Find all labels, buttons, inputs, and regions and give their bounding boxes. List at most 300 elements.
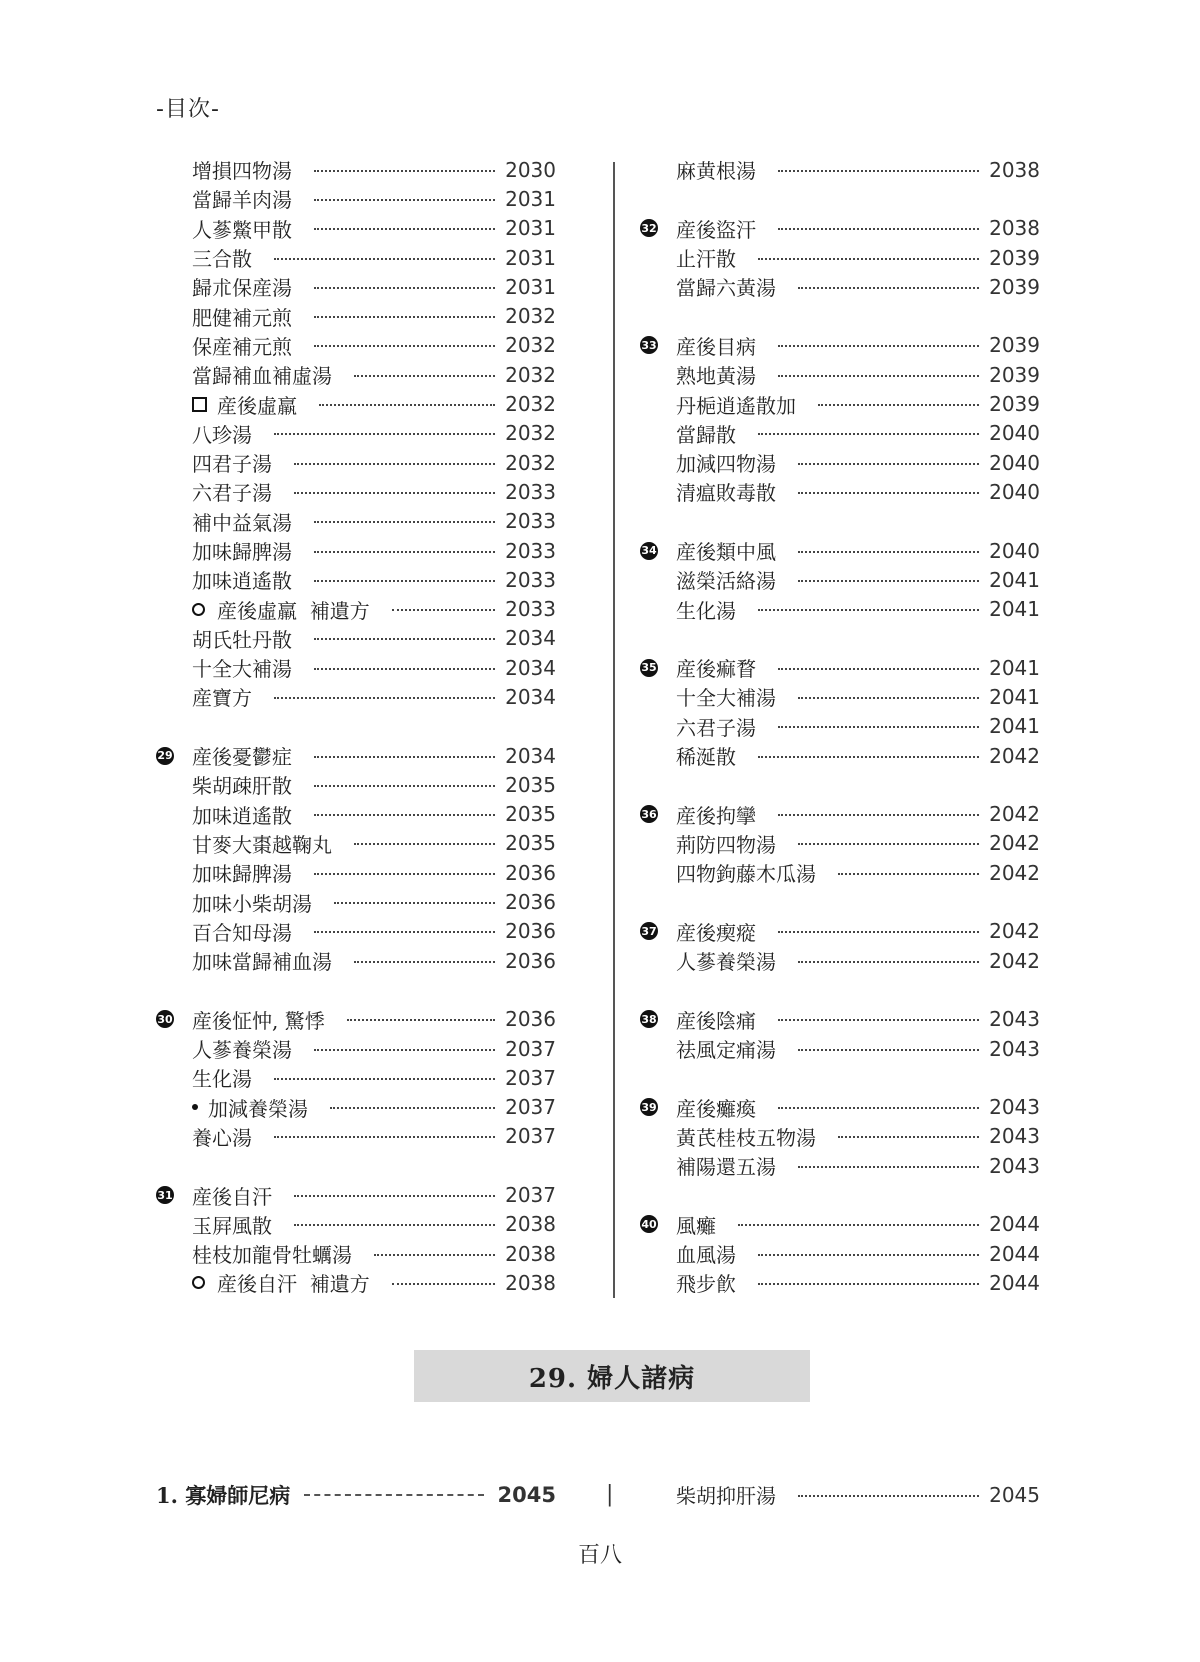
- toc-heading[interactable]: [640, 917, 1040, 946]
- section-number-badge: 37: [640, 922, 658, 940]
- dot-leader: [778, 726, 979, 728]
- page-number: 2038: [505, 1270, 556, 1295]
- entry-label: 四君子湯: [192, 452, 272, 477]
- page-number: 2037: [505, 1124, 556, 1149]
- entry-label: 胡氏牡丹散: [192, 627, 292, 652]
- entry-label: 加味歸脾湯: [192, 862, 292, 887]
- page-number: 2033: [505, 567, 556, 592]
- toc-entry[interactable]: [640, 1239, 1040, 1268]
- dot-leader: [314, 785, 495, 787]
- page-number: 2039: [989, 274, 1040, 299]
- page-number: 2041: [989, 567, 1040, 592]
- toc-section-entry[interactable]: [156, 1480, 556, 1510]
- entry-label: 加味逍遙散: [192, 569, 292, 594]
- section-number-badge: 30: [156, 1010, 174, 1028]
- section-number-badge: 32: [640, 219, 658, 237]
- page-number: 2044: [989, 1270, 1040, 1295]
- entry-label: 荊防四物湯: [676, 832, 776, 857]
- page-number: 2034: [505, 684, 556, 709]
- page-number: 2034: [505, 655, 556, 680]
- page-number: 2030: [505, 157, 556, 182]
- page-number: 2043: [989, 1095, 1040, 1120]
- entry-label: 柴胡抑肝湯: [676, 1484, 776, 1509]
- toc-entry[interactable]: [156, 594, 556, 623]
- toc-entry[interactable]: [640, 360, 1040, 389]
- dot-leader: [818, 404, 979, 406]
- page-number: 2043: [989, 1007, 1040, 1032]
- page-number: 2031: [505, 245, 556, 270]
- toc-entry[interactable]: [640, 477, 1040, 506]
- page-number: 2038: [989, 216, 1040, 241]
- dot-leader: [778, 668, 979, 670]
- toc-entry[interactable]: [156, 360, 556, 389]
- entry-label: 黃芪桂枝五物湯: [676, 1125, 816, 1150]
- spacer: [640, 770, 1040, 799]
- page-number: 2040: [989, 450, 1040, 475]
- dot-leader: [294, 492, 495, 494]
- dot-leader: [314, 668, 495, 670]
- dot-bullet-icon: [192, 1104, 198, 1110]
- dot-leader: [314, 756, 495, 758]
- toc-entry[interactable]: [156, 1122, 556, 1151]
- spacer: [640, 507, 1040, 536]
- page-number: 2039: [989, 333, 1040, 358]
- dot-leader: [354, 843, 495, 845]
- dot-leader: [314, 228, 495, 230]
- toc-entry[interactable]: [156, 946, 556, 975]
- page-number: 2038: [989, 157, 1040, 182]
- dot-leader: [314, 170, 495, 172]
- dot-leader: [758, 258, 979, 260]
- entry-label: 産後陰痛: [676, 1008, 756, 1033]
- page-number: 2036: [505, 860, 556, 885]
- dot-leader: [314, 521, 495, 523]
- toc-entry[interactable]: [156, 1239, 556, 1268]
- page-number: 2032: [505, 333, 556, 358]
- dot-leader: [319, 404, 495, 406]
- entry-label: 柴胡疎肝散: [192, 774, 292, 799]
- page-number: 2037: [505, 1065, 556, 1090]
- dot-leader: [314, 931, 495, 933]
- entry-label: 增損四物湯: [192, 159, 292, 184]
- entry-label: 産後癱瘓: [676, 1096, 756, 1121]
- page-number: 2042: [989, 860, 1040, 885]
- toc-entry[interactable]: [640, 389, 1040, 418]
- page-number: 2037: [505, 1036, 556, 1061]
- page-header: -目次-: [156, 97, 220, 122]
- dot-leader: [778, 228, 979, 230]
- section-number-badge: 29: [156, 747, 174, 765]
- page-number: 2041: [989, 655, 1040, 680]
- toc-entry[interactable]: [156, 477, 556, 506]
- entry-label: 産後虛羸 補遺方: [217, 598, 370, 623]
- dot-leader: [314, 316, 495, 318]
- section-number-badge: 39: [640, 1098, 658, 1116]
- toc-entry[interactable]: [156, 301, 556, 330]
- entry-label: 當歸六黃湯: [676, 276, 776, 301]
- dot-leader: [314, 580, 495, 582]
- dot-leader: [798, 961, 979, 963]
- page-number: 2032: [505, 450, 556, 475]
- entry-label: 加味當歸補血湯: [192, 950, 332, 975]
- entry-label: 當歸羊肉湯: [192, 188, 292, 213]
- page-number: 2033: [505, 509, 556, 534]
- entry-label: 飛步飮: [676, 1272, 736, 1297]
- toc-entry[interactable]: [640, 741, 1040, 770]
- entry-label: 生化湯: [192, 1067, 252, 1092]
- entry-label: 補中益氣湯: [192, 510, 292, 535]
- entry-label: 1. 寡婦師尼病: [156, 1483, 291, 1508]
- dot-leader: [758, 609, 979, 611]
- toc-entry[interactable]: [640, 682, 1040, 711]
- page-number: 2040: [989, 479, 1040, 504]
- dot-leader: [314, 199, 495, 201]
- dot-leader: [758, 1254, 979, 1256]
- section-number-badge: 31: [156, 1186, 174, 1204]
- toc-entry[interactable]: [640, 1151, 1040, 1180]
- dot-leader: [334, 902, 495, 904]
- entry-label: 風癱: [676, 1213, 716, 1238]
- toc-entry[interactable]: [156, 858, 556, 887]
- entry-label: 人蔘養榮湯: [192, 1038, 292, 1063]
- toc-entry[interactable]: [156, 1268, 556, 1297]
- toc-heading[interactable]: [640, 800, 1040, 829]
- entry-label: 産後痲瞀: [676, 657, 756, 682]
- dot-leader: [392, 1283, 495, 1285]
- section-number-badge: 36: [640, 805, 658, 823]
- page-number: 2045: [989, 1482, 1040, 1507]
- toc-heading[interactable]: [156, 741, 556, 770]
- dot-leader: [798, 463, 979, 465]
- toc-entry[interactable]: [156, 770, 556, 799]
- toc-entry[interactable]: [156, 917, 556, 946]
- dot-leader: [778, 1019, 979, 1021]
- dot-leader: [778, 345, 979, 347]
- dot-leader: [354, 961, 495, 963]
- bottom-separator: |: [606, 1482, 614, 1507]
- spacer: [156, 975, 556, 1004]
- toc-entry[interactable]: [156, 155, 556, 184]
- toc-entry[interactable]: [156, 214, 556, 243]
- dot-leader: [314, 638, 495, 640]
- page-number: 2040: [989, 538, 1040, 563]
- spacer: [156, 1151, 556, 1180]
- entry-label: 加味歸脾湯: [192, 540, 292, 564]
- entry-label: 産後憂鬱症: [192, 745, 292, 770]
- toc-entry[interactable]: [156, 243, 556, 272]
- toc-entry[interactable]: [640, 858, 1040, 887]
- page-number: 2042: [989, 831, 1040, 856]
- page-number: 2034: [505, 626, 556, 651]
- entry-label: 百合知母湯: [192, 920, 292, 945]
- entry-label: 六君子湯: [676, 715, 756, 740]
- dot-leader: [798, 843, 979, 845]
- entry-label: 滋榮活絡湯: [676, 569, 776, 594]
- dot-leader: [294, 463, 495, 465]
- page-number: 2040: [989, 421, 1040, 446]
- spacer: [640, 975, 1040, 1004]
- entry-label: 十全大補湯: [676, 686, 776, 711]
- dot-leader: [314, 345, 495, 347]
- dot-leader: [314, 551, 495, 553]
- entry-label: 甘麥大棗越鞠丸: [192, 832, 332, 857]
- toc-entry[interactable]: [640, 243, 1040, 272]
- page-number: 2042: [989, 948, 1040, 973]
- dot-leader: [778, 170, 979, 172]
- page-number: 2043: [989, 1153, 1040, 1178]
- page-number: 2043: [989, 1036, 1040, 1061]
- page-number: 2042: [989, 802, 1040, 827]
- toc-entry[interactable]: [640, 419, 1040, 448]
- page-number: 2034: [505, 743, 556, 768]
- entry-label: 歸朮保産湯: [192, 276, 292, 301]
- entry-label: 三合散: [192, 247, 252, 272]
- dot-leader: [314, 287, 495, 289]
- dot-leader: [274, 1136, 495, 1138]
- toc-heading[interactable]: [640, 214, 1040, 243]
- page-number: 2036: [505, 890, 556, 915]
- toc-entry[interactable]: [640, 565, 1040, 594]
- dot-leader: [294, 1224, 495, 1226]
- entry-label: 稀涎散: [676, 745, 736, 770]
- toc-entry[interactable]: [156, 565, 556, 594]
- page-footer: 百八: [577, 1543, 622, 1568]
- toc-entry[interactable]: [156, 1093, 556, 1122]
- entry-label: 熟地黃湯: [676, 364, 756, 389]
- section-number-badge: 33: [640, 336, 658, 354]
- page-number: 2041: [989, 597, 1040, 622]
- entry-label: 加味逍遙散: [192, 803, 292, 828]
- dot-leader: [778, 931, 979, 933]
- toc-entry[interactable]: [156, 887, 556, 916]
- toc-entry[interactable]: [640, 448, 1040, 477]
- page-number: 2045: [497, 1483, 556, 1507]
- entry-label: 産後目病: [676, 334, 756, 359]
- entry-label: 當歸散: [676, 422, 736, 447]
- dot-leader: [274, 1078, 495, 1080]
- toc-heading[interactable]: [640, 536, 1040, 565]
- entry-label: 桂枝加龍骨牡蠣湯: [192, 1243, 352, 1268]
- entry-label: 産後盜汗: [676, 217, 756, 242]
- entry-label: 保産補元煎: [192, 334, 292, 359]
- dot-leader: [304, 1494, 483, 1496]
- spacer: [640, 184, 1040, 213]
- toc-entry[interactable]: [640, 1122, 1040, 1151]
- entry-label: 十全大補湯: [192, 657, 292, 682]
- dot-leader: [838, 873, 979, 875]
- page-number: 2033: [505, 479, 556, 504]
- dot-leader: [798, 1166, 979, 1168]
- spacer: [640, 887, 1040, 916]
- spacer: [640, 1063, 1040, 1092]
- section-title: 29. 婦人諸病: [414, 1350, 810, 1402]
- dot-leader: [838, 1136, 979, 1138]
- page-number: 2044: [989, 1212, 1040, 1237]
- entry-label: 産後瘈瘲: [676, 920, 756, 945]
- page-number: 2031: [505, 216, 556, 241]
- entry-label: 四物鉤藤木瓜湯: [676, 862, 816, 887]
- entry-label: 加減養榮湯: [208, 1096, 308, 1121]
- page-number: 2032: [505, 421, 556, 446]
- entry-label: 六君子湯: [192, 481, 272, 506]
- dot-leader: [798, 551, 979, 553]
- page-number: 2036: [505, 948, 556, 973]
- toc-entry[interactable]: [156, 448, 556, 477]
- toc-entry-bottom-right[interactable]: [640, 1480, 1040, 1509]
- toc-heading[interactable]: [640, 1210, 1040, 1239]
- toc-entry[interactable]: [640, 272, 1040, 301]
- toc-entry[interactable]: [640, 1034, 1040, 1063]
- entry-label: 補陽還五湯: [676, 1155, 776, 1180]
- toc-entry[interactable]: [640, 1268, 1040, 1297]
- dot-leader: [798, 492, 979, 494]
- square-bullet-icon: [192, 397, 207, 412]
- toc-heading[interactable]: [640, 1005, 1040, 1034]
- dot-leader: [330, 1107, 495, 1109]
- dot-leader: [798, 1495, 979, 1497]
- spacer: [640, 301, 1040, 330]
- page-number: 2035: [505, 772, 556, 797]
- toc-entry[interactable]: [640, 712, 1040, 741]
- toc-heading[interactable]: [156, 1005, 556, 1034]
- toc-entry[interactable]: [156, 331, 556, 360]
- page-number: 2042: [989, 743, 1040, 768]
- toc-entry[interactable]: [156, 536, 556, 565]
- section-number-badge: 35: [640, 659, 658, 677]
- entry-label: 麻黄根湯: [676, 159, 756, 184]
- dot-leader: [798, 287, 979, 289]
- dot-leader: [778, 375, 979, 377]
- page-number: 2035: [505, 831, 556, 856]
- toc-heading[interactable]: [156, 1180, 556, 1209]
- spacer: [640, 624, 1040, 653]
- dot-leader: [294, 1195, 495, 1197]
- page-number: 2039: [989, 362, 1040, 387]
- toc-entry[interactable]: [640, 155, 1040, 184]
- toc-entry[interactable]: [156, 1034, 556, 1063]
- section-number-badge: 40: [640, 1215, 658, 1233]
- page-number: 2043: [989, 1124, 1040, 1149]
- dot-leader: [274, 433, 495, 435]
- page-number: 2032: [505, 362, 556, 387]
- dot-leader: [274, 697, 495, 699]
- entry-label: 血風湯: [676, 1243, 736, 1268]
- page-number: 2044: [989, 1241, 1040, 1266]
- dot-leader: [798, 1049, 979, 1051]
- entry-label: 人蔘鱉甲散: [192, 217, 292, 242]
- toc-entry[interactable]: [156, 272, 556, 301]
- page-number: 2038: [505, 1241, 556, 1266]
- toc-heading[interactable]: [640, 1093, 1040, 1122]
- page-number: 2031: [505, 186, 556, 211]
- entry-label: 清瘟敗毒散: [676, 481, 776, 506]
- toc-entry[interactable]: [640, 946, 1040, 975]
- toc-entry[interactable]: [156, 419, 556, 448]
- spacer: [640, 1180, 1040, 1209]
- entry-label: 止汗散: [676, 247, 736, 272]
- page-number: 2033: [505, 538, 556, 563]
- page-number: 2042: [989, 919, 1040, 944]
- toc-heading[interactable]: [640, 331, 1040, 360]
- page-number: 2031: [505, 274, 556, 299]
- toc-entry[interactable]: [156, 624, 556, 653]
- entry-label: 産後自汗 補遺方: [217, 1272, 370, 1297]
- entry-label: 人蔘養榮湯: [676, 950, 776, 975]
- dot-leader: [392, 609, 495, 611]
- entry-label: 丹梔逍遙散加: [676, 393, 796, 418]
- entry-label: 當歸補血補虛湯: [192, 364, 332, 389]
- entry-label: 産後類中風: [676, 540, 776, 564]
- page-number: 2032: [505, 304, 556, 329]
- page-number: 2039: [989, 245, 1040, 270]
- page-number: 2036: [505, 919, 556, 944]
- toc-entry[interactable]: [156, 184, 556, 213]
- dot-leader: [798, 580, 979, 582]
- entry-label: 産後自汗: [192, 1184, 272, 1209]
- page-number: 2041: [989, 714, 1040, 739]
- spacer: [156, 712, 556, 741]
- toc-left-column: [156, 155, 556, 1298]
- entry-label: 玉屛風散: [192, 1213, 272, 1238]
- toc-right-column: [640, 155, 1040, 1298]
- dot-leader: [778, 1107, 979, 1109]
- dot-leader: [354, 375, 495, 377]
- dot-leader: [374, 1254, 495, 1256]
- entry-label: 肥健補元煎: [192, 305, 292, 330]
- toc-entry[interactable]: [156, 507, 556, 536]
- dot-leader: [314, 1049, 495, 1051]
- toc-entry[interactable]: [156, 653, 556, 682]
- dot-leader: [274, 258, 495, 260]
- toc-heading[interactable]: [640, 653, 1040, 682]
- dot-leader: [798, 697, 979, 699]
- dot-leader: [347, 1019, 495, 1021]
- dot-leader: [778, 814, 979, 816]
- toc-entry[interactable]: [640, 829, 1040, 858]
- dot-leader: [314, 814, 495, 816]
- entry-label: 産後拘攣: [676, 803, 756, 828]
- page-number: 2037: [505, 1095, 556, 1120]
- dot-leader: [738, 1224, 979, 1226]
- page-number: 2037: [505, 1183, 556, 1208]
- entry-label: 加味小柴胡湯: [192, 891, 312, 916]
- page-number: 2033: [505, 597, 556, 622]
- toc-entry[interactable]: [156, 682, 556, 711]
- entry-label: 養心湯: [192, 1125, 252, 1150]
- page-number: 2039: [989, 392, 1040, 417]
- section-number-badge: 34: [640, 542, 658, 560]
- ring-bullet-icon: [192, 1276, 205, 1289]
- toc-entry[interactable]: [156, 1063, 556, 1092]
- toc-entry[interactable]: [640, 594, 1040, 623]
- column-divider: [613, 162, 615, 1298]
- page-number: 2036: [505, 1007, 556, 1032]
- entry-label: 八珍湯: [192, 422, 252, 447]
- ring-bullet-icon: [192, 603, 205, 616]
- dot-leader: [314, 873, 495, 875]
- toc-entry[interactable]: [156, 800, 556, 829]
- entry-label: 加減四物湯: [676, 452, 776, 477]
- dot-leader: [758, 1283, 979, 1285]
- entry-label: 生化湯: [676, 598, 736, 623]
- toc-entry[interactable]: [156, 829, 556, 858]
- dot-leader: [758, 433, 979, 435]
- page-number: 2032: [505, 392, 556, 417]
- dot-leader: [758, 756, 979, 758]
- page-number: 2035: [505, 802, 556, 827]
- toc-entry[interactable]: [156, 389, 556, 418]
- toc-entry[interactable]: [156, 1210, 556, 1239]
